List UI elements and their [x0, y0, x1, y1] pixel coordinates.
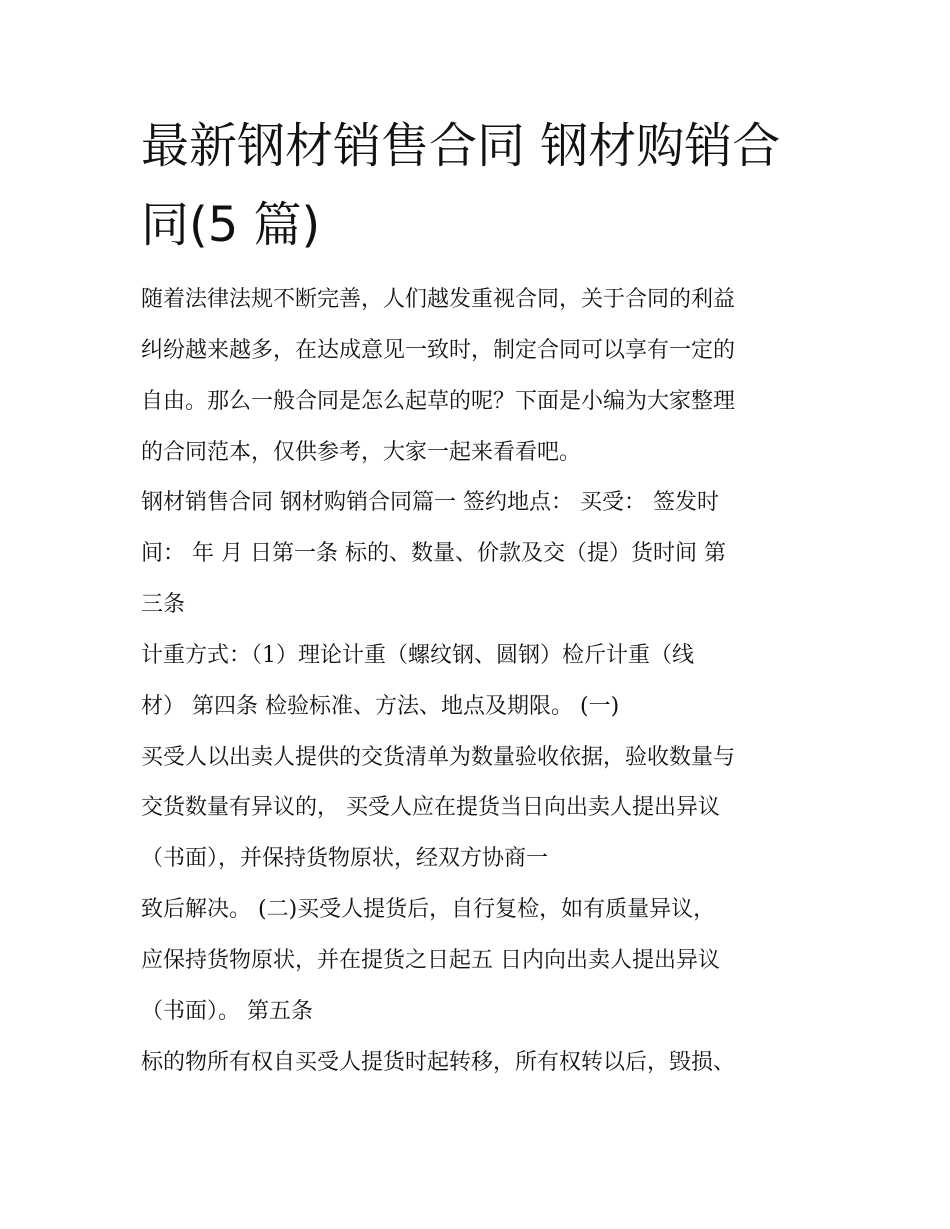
body-line: 买受人以出卖人提供的交货清单为数量验收依据，验收数量与 — [141, 745, 736, 770]
document-title-line-2: 同(5 篇) — [141, 197, 321, 253]
body-line: 计重方式：（1）理论计重（螺纹钢、圆钢）检斤计重（线 — [141, 643, 694, 668]
body-line: （书面），并保持货物原状，经双方协商一 — [141, 846, 549, 871]
body-line: 间： 年 月 日第一条 标的、数量、价款及交（提）货时间 第 — [141, 541, 726, 566]
body-line: 应保持货物原状，并在提货之日起五 日内向出卖人提出异议 — [141, 948, 720, 973]
body-line: 三条 — [141, 592, 186, 617]
body-line: 纠纷越来越多，在达成意见一致时，制定合同可以享有一定的 — [141, 338, 736, 363]
document-title-line-1: 最新钢材销售合同 钢材购销合 — [141, 118, 781, 174]
body-line: 自由。那么一般合同是怎么起草的呢？下面是小编为大家整理 — [141, 389, 736, 414]
body-line: 的合同范本，仅供参考，大家一起来看看吧。 — [141, 440, 582, 465]
body-line: 交货数量有异议的， 买受人应在提货当日向出卖人提出异议 — [141, 795, 720, 820]
body-line: 标的物所有权自买受人提货时起转移，所有权转以后，毁损、 — [141, 1050, 736, 1075]
body-line: 材） 第四条 检验标准、方法、地点及期限。 (一) — [141, 694, 620, 719]
body-line: 致后解决。 (二)买受人提货后，自行复检，如有质量异议， — [141, 897, 716, 922]
body-line: 钢材销售合同 钢材购销合同篇一 签约地点： 买受： 签发时 — [141, 490, 719, 515]
body-line: （书面）。 第五条 — [141, 999, 313, 1024]
body-line: 随着法律法规不断完善，人们越发重视合同，关于合同的利益 — [141, 287, 736, 312]
